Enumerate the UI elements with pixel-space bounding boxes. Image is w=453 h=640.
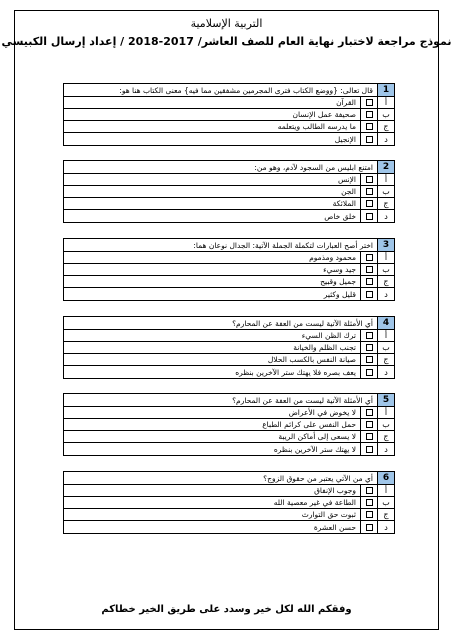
option-text: ما يدرسه الطالب ويتعلمه bbox=[277, 122, 356, 131]
answer-checkbox[interactable] bbox=[366, 433, 373, 440]
question-header bbox=[64, 84, 394, 97]
option-text: جميل وقبيح bbox=[320, 277, 356, 286]
answer-checkbox[interactable] bbox=[366, 511, 373, 518]
option-row bbox=[64, 497, 394, 509]
option-letter: أ bbox=[377, 407, 394, 418]
option-text: حمل النفس على كرائم الطباع bbox=[262, 420, 356, 429]
option-row bbox=[64, 366, 394, 378]
question-3 bbox=[63, 238, 395, 301]
answer-checkbox[interactable] bbox=[366, 200, 373, 207]
option-letter: أ bbox=[377, 252, 394, 263]
option-letter: ج bbox=[377, 198, 394, 209]
option-row bbox=[64, 109, 394, 121]
question-text: أي من الآتي يعتبر من حقوق الزوج؟ bbox=[263, 473, 373, 483]
option-text: جيد وسيء bbox=[323, 265, 356, 274]
answer-checkbox[interactable] bbox=[366, 111, 373, 118]
option-row bbox=[64, 174, 394, 186]
answer-checkbox[interactable] bbox=[366, 421, 373, 428]
answer-checkbox[interactable] bbox=[366, 487, 373, 494]
option-letter: ب bbox=[377, 109, 394, 120]
option-letter: ب bbox=[377, 342, 394, 353]
option-row bbox=[64, 252, 394, 264]
option-row bbox=[64, 407, 394, 419]
option-text: قليل وكثير bbox=[323, 289, 356, 299]
question-4 bbox=[63, 316, 395, 379]
option-text: لا يهتك ستر الآخرين بنظره bbox=[273, 444, 356, 454]
option-row bbox=[64, 354, 394, 366]
answer-checkbox[interactable] bbox=[366, 291, 373, 298]
answer-checkbox[interactable] bbox=[366, 332, 373, 339]
answer-checkbox[interactable] bbox=[366, 176, 373, 183]
option-row bbox=[64, 342, 394, 354]
question-text: أي الأمثلة الآتية ليست من العفة عن المحارم؟ bbox=[232, 318, 373, 328]
question-header bbox=[64, 317, 394, 330]
option-text: الإنس bbox=[337, 175, 356, 184]
option-letter: ب bbox=[377, 264, 394, 275]
option-row bbox=[64, 330, 394, 342]
option-letter: أ bbox=[377, 97, 394, 108]
answer-checkbox[interactable] bbox=[366, 188, 373, 195]
answer-checkbox[interactable] bbox=[366, 446, 373, 453]
option-text: ثبوت حق التوارث bbox=[301, 510, 356, 519]
option-row bbox=[64, 186, 394, 198]
option-row bbox=[64, 485, 394, 497]
question-number: 5 bbox=[378, 394, 394, 406]
option-row bbox=[64, 133, 394, 145]
option-row bbox=[64, 443, 394, 455]
option-letter: د bbox=[377, 366, 394, 378]
option-row bbox=[64, 210, 394, 222]
option-text: الإنجيل bbox=[334, 134, 356, 144]
question-text: امتنع ابليس من السجود لآدم، وهو من: bbox=[254, 162, 373, 172]
page-title: التربية الإسلامية bbox=[190, 17, 263, 30]
option-text: صيانة النفس بالكسب الحلال bbox=[267, 355, 356, 364]
option-text: صحيفة عمل الإنسان bbox=[292, 110, 356, 119]
question-6 bbox=[63, 471, 395, 534]
answer-checkbox[interactable] bbox=[366, 123, 373, 130]
option-letter: د bbox=[377, 288, 394, 300]
answer-checkbox[interactable] bbox=[366, 213, 373, 220]
option-row bbox=[64, 431, 394, 443]
option-letter: د bbox=[377, 210, 394, 222]
answer-checkbox[interactable] bbox=[366, 266, 373, 273]
option-text: يعف بصره فلا يهتك ستر الآخرين بنظره bbox=[235, 367, 356, 377]
answer-checkbox[interactable] bbox=[366, 369, 373, 376]
question-number: 3 bbox=[378, 239, 394, 251]
option-row bbox=[64, 288, 394, 300]
option-text: الطاعة في غير معصية الله bbox=[273, 498, 356, 507]
option-letter: ج bbox=[377, 509, 394, 520]
answer-checkbox[interactable] bbox=[366, 136, 373, 143]
option-text: محمود ومذموم bbox=[309, 253, 356, 262]
answer-checkbox[interactable] bbox=[366, 356, 373, 363]
question-header bbox=[64, 394, 394, 407]
option-row bbox=[64, 198, 394, 210]
option-letter: ج bbox=[377, 121, 394, 132]
answer-checkbox[interactable] bbox=[366, 524, 373, 531]
question-5 bbox=[63, 393, 395, 456]
question-text: أي الأمثلة الآتية ليست من العفة عن المحارم؟ bbox=[232, 395, 373, 405]
question-text: اختر أصح العبارات لتكملة الجملة الآتية: الجدال نوعان هما: bbox=[193, 240, 373, 250]
option-text: الجن bbox=[341, 187, 356, 196]
option-text: لا يخوض في الأعراض bbox=[288, 408, 356, 417]
option-letter: ب bbox=[377, 497, 394, 508]
option-letter: ج bbox=[377, 354, 394, 365]
option-row bbox=[64, 509, 394, 521]
option-text: لا يسعى إلى أماكن الريبة bbox=[278, 432, 356, 441]
option-text: خلق خاص bbox=[324, 211, 356, 221]
page-subtitle: نموذج مراجعة لاختبار نهاية العام للصف العاشر/ 2017-2018 / إعداد إرسال الكبيسي bbox=[1, 35, 452, 48]
option-text: تجنب الظلم والخيانة bbox=[293, 343, 356, 352]
option-letter: د bbox=[377, 443, 394, 455]
option-letter: ب bbox=[377, 419, 394, 430]
option-letter: د bbox=[377, 133, 394, 145]
option-row bbox=[64, 419, 394, 431]
answer-checkbox[interactable] bbox=[366, 409, 373, 416]
option-letter: أ bbox=[377, 174, 394, 185]
option-text: حسن العشرة bbox=[313, 522, 356, 532]
answer-checkbox[interactable] bbox=[366, 499, 373, 506]
question-number: 4 bbox=[378, 317, 394, 329]
option-letter: ج bbox=[377, 276, 394, 287]
option-row bbox=[64, 276, 394, 288]
option-text: القرآن bbox=[336, 98, 356, 107]
question-1 bbox=[63, 83, 395, 146]
question-text: قال تعالى: {ووضع الكتاب فترى المجرمين مشفقين مما فيه} معنى الكتاب هنا هو: bbox=[119, 85, 373, 95]
option-text: الملائكة bbox=[332, 199, 356, 208]
question-number: 2 bbox=[378, 161, 394, 173]
option-row bbox=[64, 521, 394, 533]
answer-checkbox[interactable] bbox=[366, 344, 373, 351]
option-row bbox=[64, 121, 394, 133]
option-row bbox=[64, 264, 394, 276]
question-2 bbox=[63, 160, 395, 223]
option-letter: ج bbox=[377, 431, 394, 442]
answer-checkbox[interactable] bbox=[366, 278, 373, 285]
question-header bbox=[64, 239, 394, 252]
option-text: وجوب الإنفاق bbox=[314, 486, 356, 495]
option-letter: ب bbox=[377, 186, 394, 197]
answer-checkbox[interactable] bbox=[366, 99, 373, 106]
option-text: ترك الظن السيء bbox=[301, 331, 356, 340]
question-header bbox=[64, 161, 394, 174]
option-letter: أ bbox=[377, 330, 394, 341]
closing-message: وفقكم الله لكل خير وسدد على طريق الخير خطاكم bbox=[101, 604, 352, 615]
answer-checkbox[interactable] bbox=[366, 254, 373, 261]
option-letter: أ bbox=[377, 485, 394, 496]
question-number: 1 bbox=[378, 84, 394, 96]
question-header bbox=[64, 472, 394, 485]
option-letter: د bbox=[377, 521, 394, 533]
question-number: 6 bbox=[378, 472, 394, 484]
option-row bbox=[64, 97, 394, 109]
